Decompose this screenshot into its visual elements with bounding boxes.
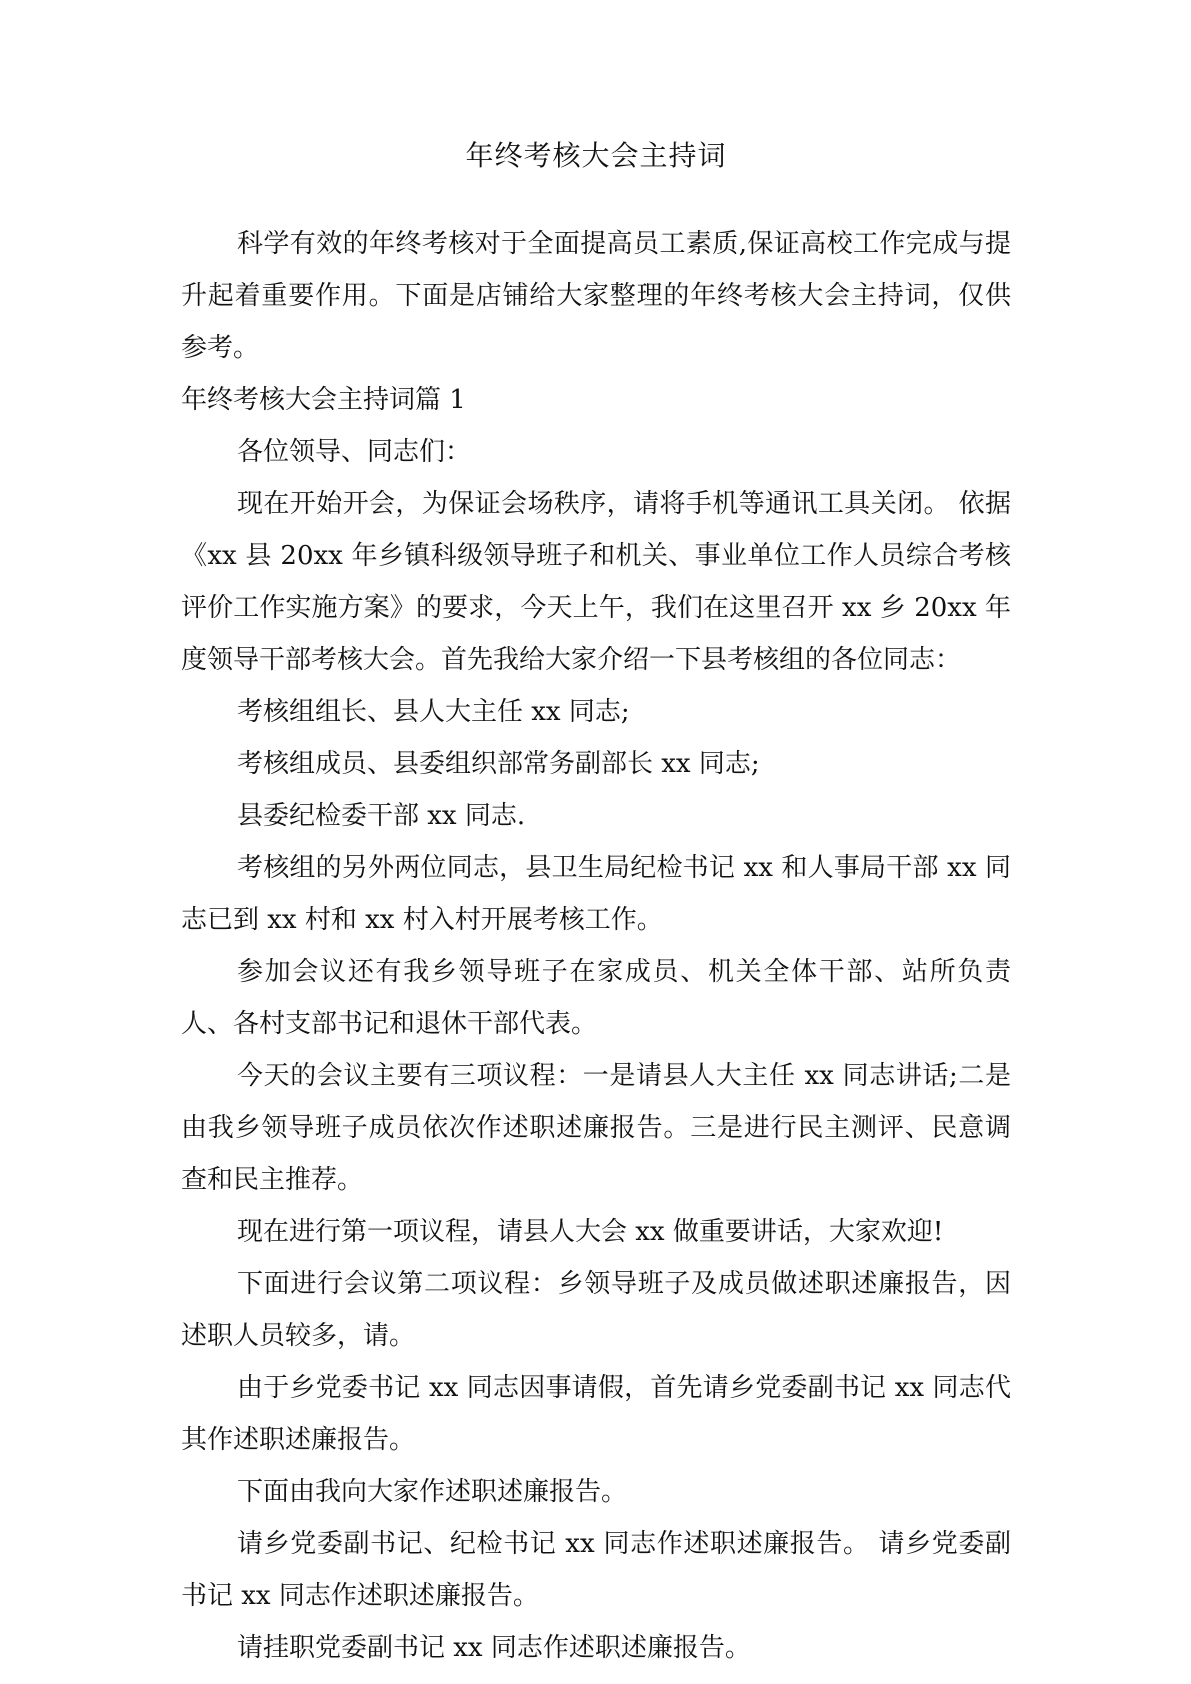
body-paragraph: 考核组组长、县人大主任 xx 同志; [237,697,630,727]
section-heading: 年终考核大会主持词篇 1 [181,385,466,415]
body-paragraph: 下面进行会议第二项议程：乡领导班子及成员做述职述廉报告，因述职人员较多，请。 [181,1269,1011,1351]
body-paragraph: 今天的会议主要有三项议程：一是请县人大主任 xx 同志讲话;二是由我乡领导班子成员依次作述职述廉报告。三是进行民主测评、民意调查和民主推荐。 [181,1061,1011,1195]
document-title: 年终考核大会主持词 [465,139,727,172]
body-paragraph: 县委纪检委干部 xx 同志. [237,801,526,831]
body-paragraph: 由于乡党委书记 xx 同志因事请假，首先请乡党委副书记 xx 同志代其作述职述廉报告。 [181,1373,1011,1455]
intro-paragraph: 科学有效的年终考核对于全面提高员工素质,保证高校工作完成与提升起着重要作用。下面是店铺给大家整理的年终考核大会主持词，仅供参考。 [181,229,1011,363]
body-paragraph: 下面由我向大家作述职述廉报告。 [237,1477,628,1507]
body-paragraph: 考核组成员、县委组织部常务副部长 xx 同志; [237,749,760,779]
body-paragraph: 现在进行第一项议程，请县人大会 xx 做重要讲话，大家欢迎! [237,1217,944,1247]
body-paragraph: 请挂职党委副书记 xx 同志作述职述廉报告。 [237,1633,751,1663]
document-page [181,0,1011,1684]
body-paragraph: 请乡党委副书记、纪检书记 xx 同志作述职述廉报告。 请乡党委副书记 xx 同志作述职述廉报告。 [181,1529,1011,1611]
body-paragraph: 现在开始开会，为保证会场秩序，请将手机等通讯工具关闭。 依据《xx 县 20xx 年乡镇科级领导班子和机关、事业单位工作人员综合考核评价工作实施方案》的要求，今天上午，我们在这里召开 xx 乡 20xx 年度领导干部考核大会。首先我给大家介绍一下县考核组的各位同志： [181,489,1011,675]
body-paragraph: 参加会议还有我乡领导班子在家成员、机关全体干部、站所负责人、各村支部书记和退休干部代表。 [181,957,1011,1039]
body-paragraph: 考核组的另外两位同志，县卫生局纪检书记 xx 和人事局干部 xx 同志已到 xx 村和 xx 村入村开展考核工作。 [181,853,1011,935]
document-body [181,218,1011,1674]
body-paragraph: 各位领导、同志们： [237,437,472,467]
